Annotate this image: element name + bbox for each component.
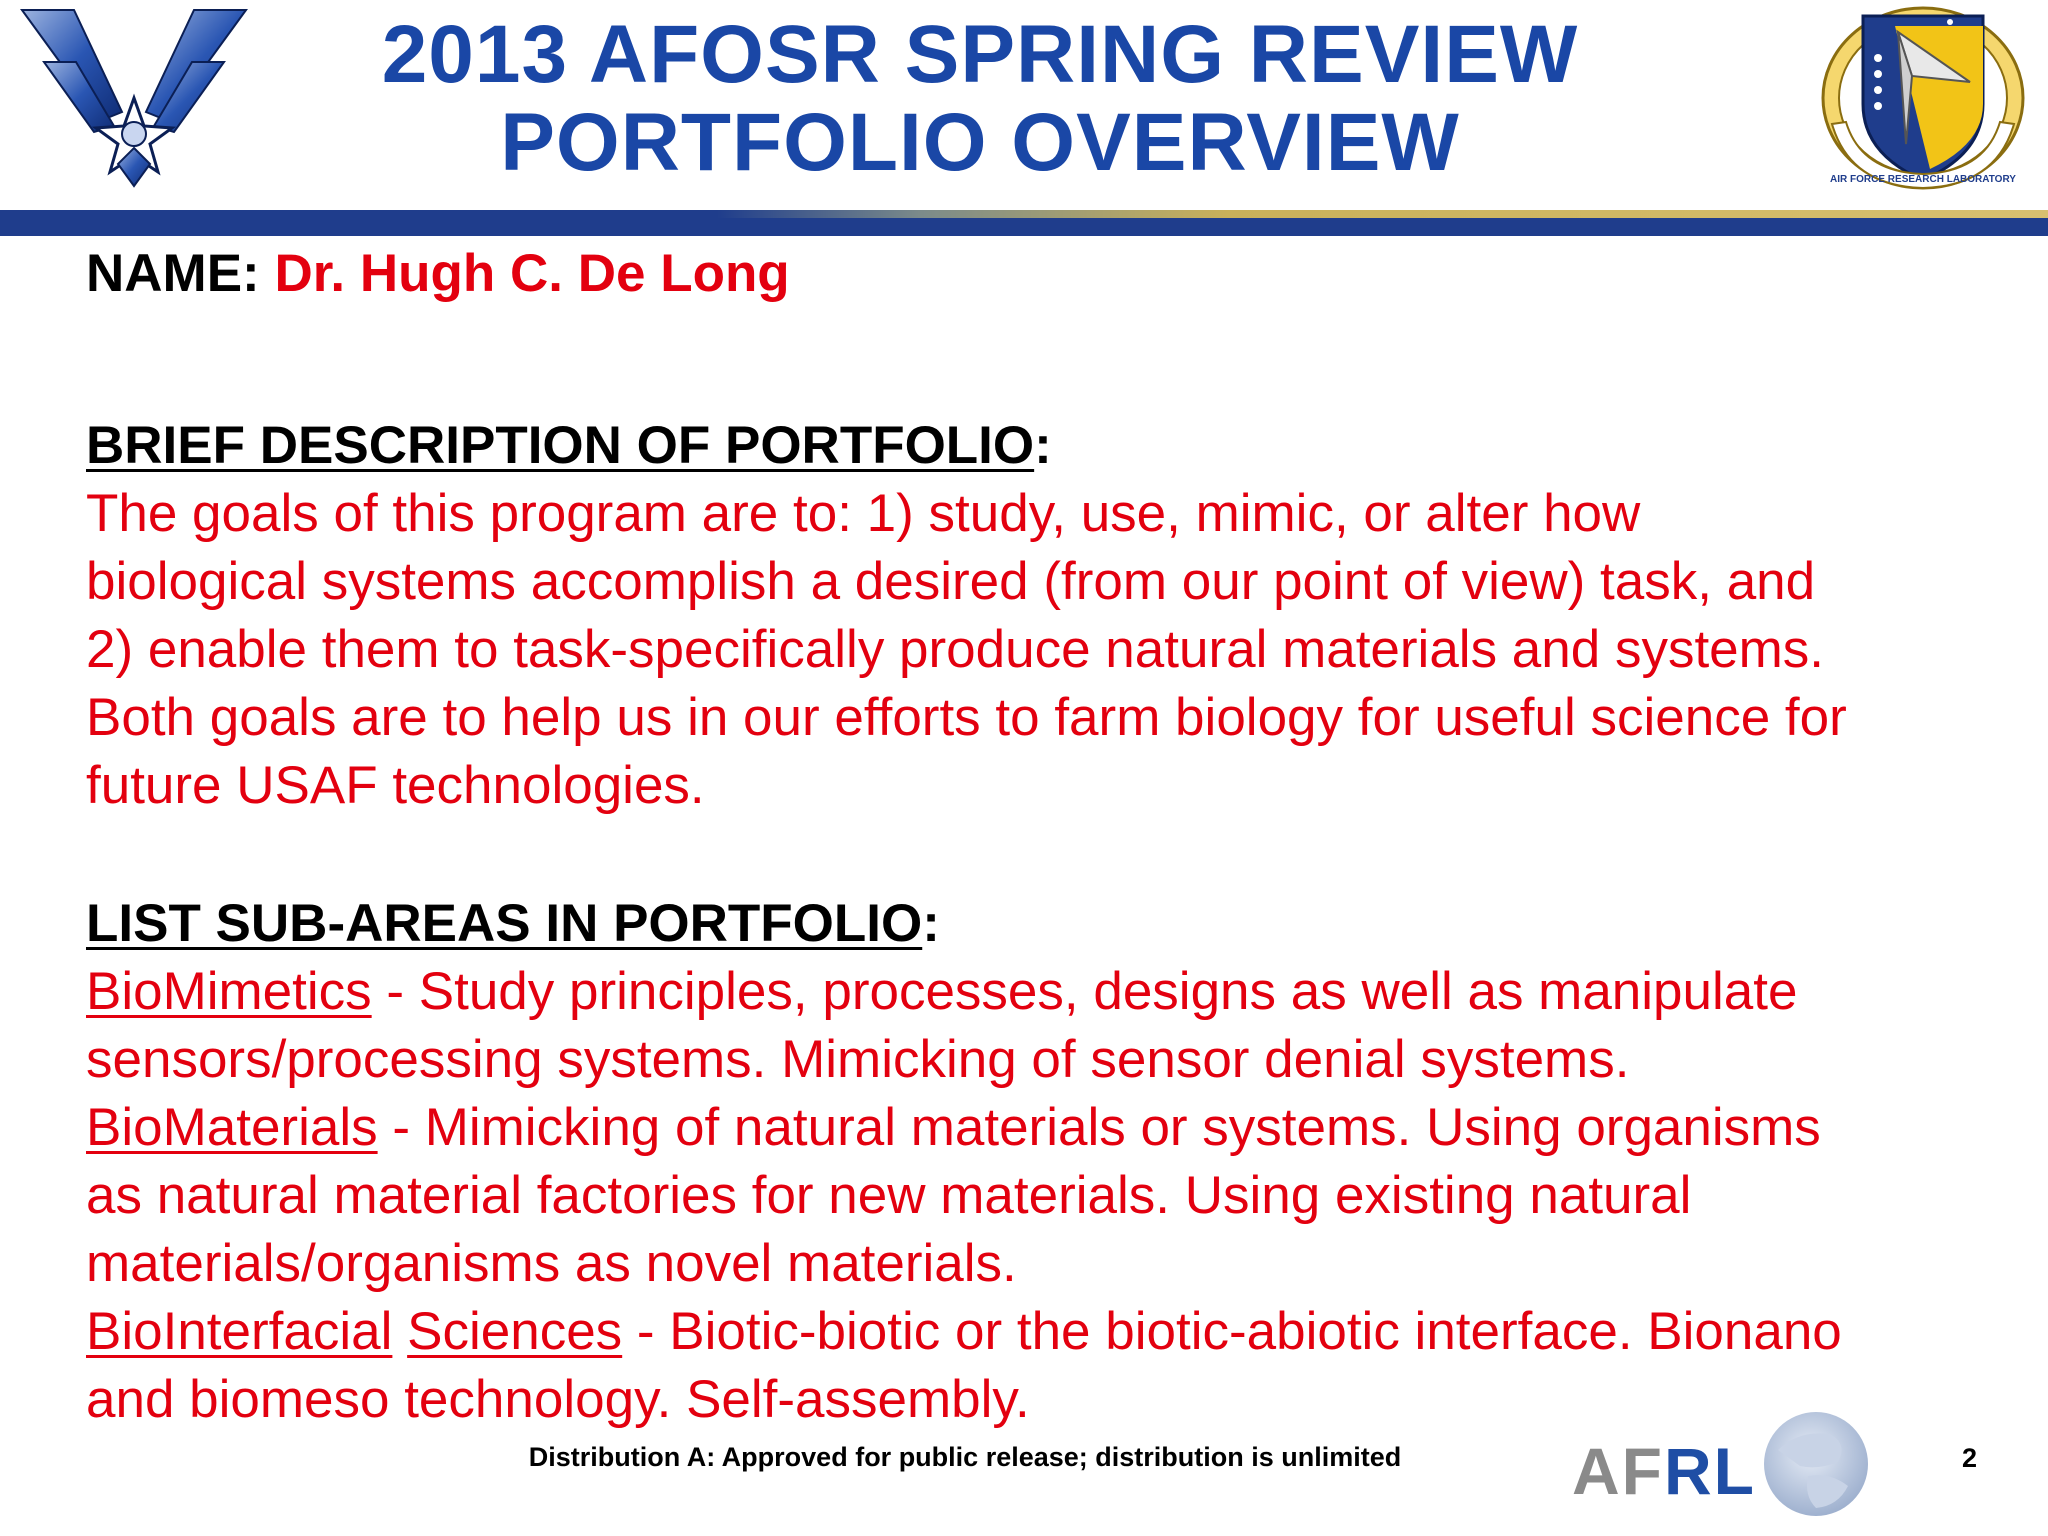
description-heading-colon: : — [1034, 416, 1052, 475]
subareas-heading: LIST SUB-AREAS IN PORTFOLIO — [86, 894, 923, 953]
biointerfacial-line-2: and biomeso technology. Self-assembly. — [86, 1370, 1030, 1429]
subareas-heading-line — [86, 890, 940, 958]
afrl-shield-label: AIR FORCE RESEARCH LABORATORY — [1830, 174, 2016, 185]
biomimetics-line-2: sensors/processing systems. Mimicking of sensor denial systems. — [86, 1030, 1630, 1089]
air-force-wings-icon — [14, 2, 254, 192]
biomaterials-line-1 — [86, 1094, 1821, 1162]
biomaterials-desc: - Mimicking of natural materials or systems. Using organisms — [377, 1098, 1821, 1157]
description-line-1: The goals of this program are to: 1) study, use, mimic, or alter how — [86, 484, 1641, 543]
biomimetics-line-1 — [86, 958, 1797, 1026]
description-line-4: Both goals are to help us in our efforts to farm biology for useful science for — [86, 688, 1847, 747]
name-value: Dr. Hugh C. De Long — [274, 244, 790, 303]
title-line-1: 2013 AFOSR SPRING REVIEW — [381, 9, 1579, 100]
distribution-statement: Distribution A: Approved for public release; distribution is unlimited — [528, 1442, 1402, 1472]
biointerfacial-line-1 — [86, 1298, 1842, 1366]
biomimetics-desc: - Study principles, processes, designs as well as manipulate — [371, 962, 1798, 1021]
biointerfacial-name-part1: BioInterfacial — [86, 1302, 393, 1361]
biointerfacial-desc: - Biotic-biotic or the biotic-abiotic interface. Bionano — [622, 1302, 1842, 1361]
description-heading-line — [86, 412, 1052, 480]
header-divider-bar — [0, 210, 2048, 236]
name-line — [86, 240, 790, 308]
description-line-3: 2) enable them to task-specifically produce natural materials and systems. — [86, 620, 1825, 679]
subareas-heading-colon: : — [922, 894, 940, 953]
description-heading: BRIEF DESCRIPTION OF PORTFOLIO — [86, 416, 1035, 475]
afrl-shield-icon — [1820, 4, 2026, 192]
description-line-2: biological systems accomplish a desired (from our point of view) task, and — [86, 552, 1816, 611]
biomimetics-name: BioMimetics — [86, 962, 372, 1021]
afrl-wordmark — [1572, 1433, 1756, 1509]
biomaterials-line-2: as natural material factories for new materials. Using existing natural — [86, 1166, 1692, 1225]
page-number: 2 — [1962, 1443, 1978, 1473]
name-label: NAME: — [86, 244, 260, 303]
biomaterials-line-3: materials/organisms as novel materials. — [86, 1234, 1017, 1293]
title-line-2: PORTFOLIO OVERVIEW — [500, 97, 1460, 188]
afrl-wordmark-rl: RL — [1663, 1434, 1756, 1508]
biointerfacial-name-part2: Sciences — [407, 1302, 623, 1361]
description-line-5: future USAF technologies. — [86, 756, 705, 815]
afrl-wordmark-af: AF — [1572, 1434, 1664, 1508]
biomaterials-name: BioMaterials — [86, 1098, 378, 1157]
slide-header — [0, 0, 2048, 235]
